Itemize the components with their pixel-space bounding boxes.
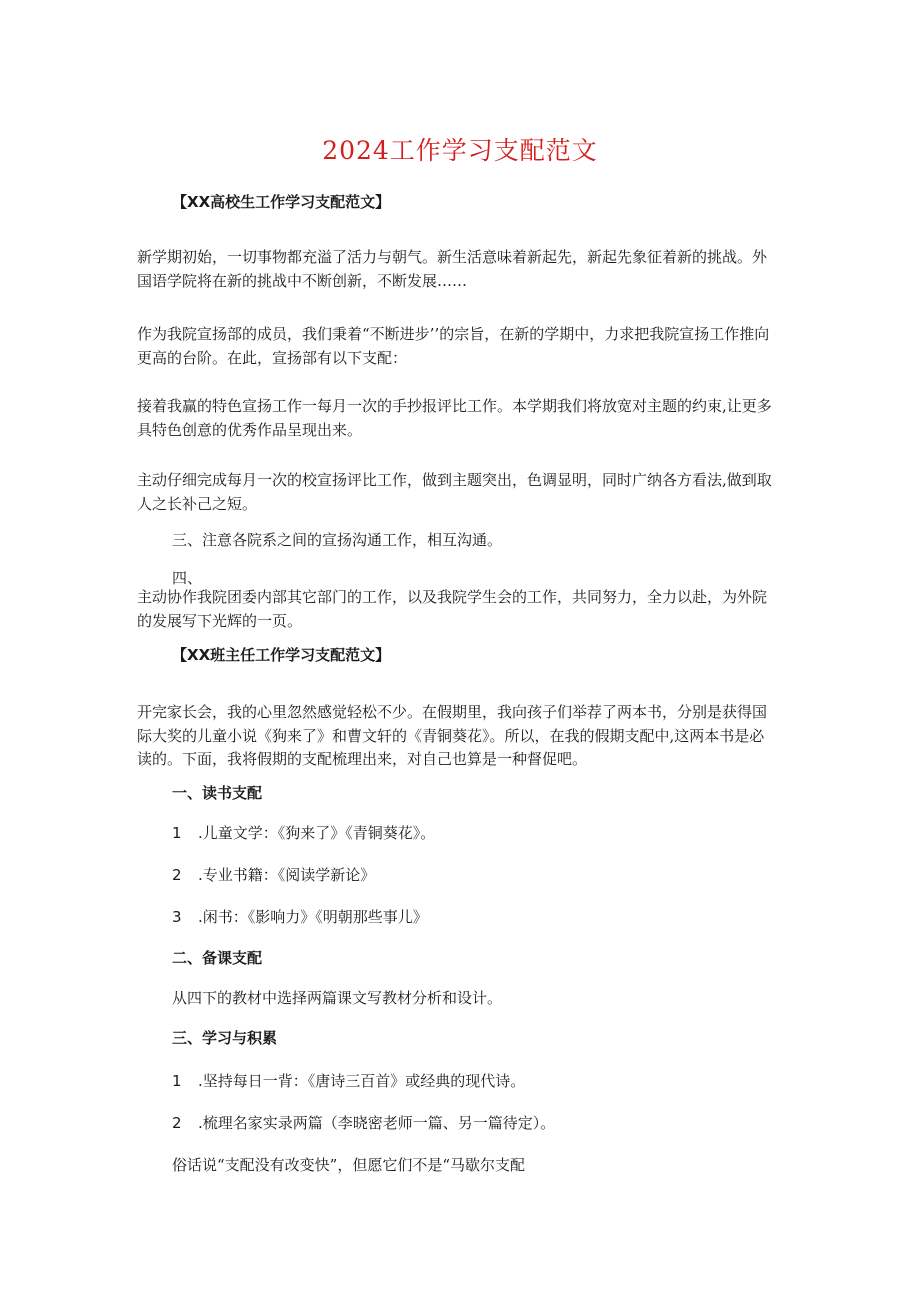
list-item <box>172 822 435 844</box>
list-item <box>172 1070 525 1092</box>
paragraph-communication: 三、注意各院系之间的宣扬沟通工作，相互沟通。 <box>172 531 503 549</box>
list-item <box>172 864 375 886</box>
list-item-number: 3 <box>172 908 182 926</box>
document-title: 2024工作学习支配范文 <box>322 136 598 165</box>
list-item-number: 1 <box>172 824 182 842</box>
list-item-text: .闲书：《影响力》《明朝那些事儿》 <box>198 908 428 926</box>
heading-study-accumulate: 三、学习与积累 <box>172 1029 278 1047</box>
paragraph-school-evaluation: 主动仔细完成每月一次的校宣扬评比工作，做到主题突出，色调显明，同时广纳各方看法,做到取人之长补己之短。 <box>137 471 772 513</box>
heading-lesson-prep: 二、备课支配 <box>172 949 263 967</box>
list-item-text: .专业书籍：《阅读学新论》 <box>198 866 376 884</box>
list-item-text: .坚持每日一背：《唐诗三百首》或经典的现代诗。 <box>198 1072 526 1090</box>
list-item <box>172 1112 555 1134</box>
paragraph-parent-meeting: 开完家长会，我的心里忽然感觉轻松不少。在假期里，我向孩子们举荐了两本书，分别是获得国际大奖的儿童小说《狗来了》和曹文轩的《青铜葵花》。所以，在我的假期支配中,这两本书是必读的。下面，我将假期的支配梳理出来，对自己也算是一种督促吧。 <box>137 703 768 768</box>
section-heading-head-teacher: 【XX班主任工作学习支配范文】 <box>172 646 391 664</box>
list-item-text: .儿童文学：《狗来了》《青铜葵花》。 <box>198 824 436 842</box>
paragraph-intro: 新学期初始，一切事物都充溢了活力与朝气。新生活意味着新起先，新起先象征着新的挑战。外国语学院将在新的挑战中不断创新，不断发展…… <box>137 248 768 290</box>
paragraph-closing: 俗话说“支配没有改变快”，但愿它们不是“马歇尔支配 <box>172 1156 526 1174</box>
paragraph-four-label: 四、 <box>172 569 203 587</box>
paragraph-cooperation: 主动协作我院团委内部其它部门的工作，以及我院学生会的工作，共同努力，全力以赴，为外院的发展写下光辉的一页。 <box>137 588 768 630</box>
list-item-number: 2 <box>172 1114 182 1132</box>
section-heading-university: 【XX高校生工作学习支配范文】 <box>172 193 391 211</box>
list-item <box>172 906 428 928</box>
paragraph-lesson-prep: 从四下的教材中选择两篇课文写教材分析和设计。 <box>172 989 503 1007</box>
list-item-text: .梳理名家实录两篇（李晓密老师一篇、另一篇待定）。 <box>198 1114 556 1132</box>
heading-reading-plan: 一、读书支配 <box>172 784 263 802</box>
paragraph-mission: 作为我院宣扬部的成员，我们秉着“不断进步’’的宗旨，在新的学期中，力求把我院宣扬工作推向更高的台阶。在此，宣扬部有以下支配： <box>137 325 770 367</box>
list-item-number: 1 <box>172 1072 182 1090</box>
paragraph-handwritten-newspaper: 接着我赢的特色宣扬工作一每月一次的手抄报评比工作。本学期我们将放宽对主题的约束,让更多具特色创意的优秀作品呈现出来。 <box>137 397 772 439</box>
list-item-number: 2 <box>172 866 182 884</box>
